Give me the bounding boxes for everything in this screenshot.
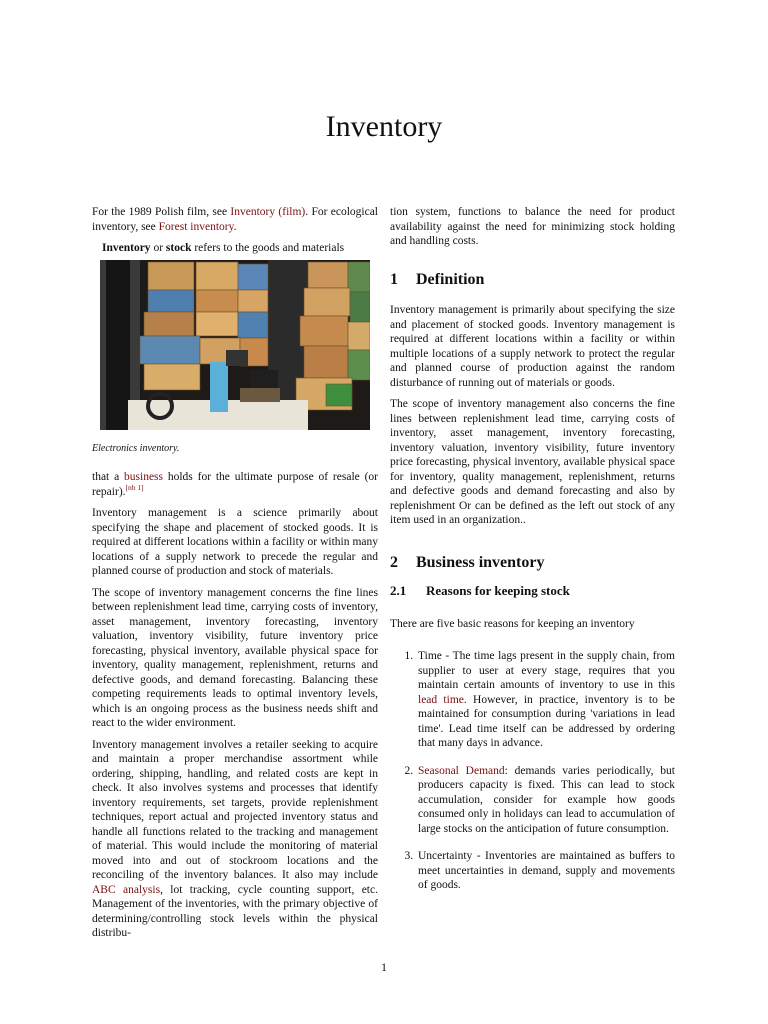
list-item: 2. Seasonal Demand: demands varies periodically, but producers capacity is fixed. This can lead to stock accumulation, consider for example how goods consumed only in holidays can lead to accumulation of large stocks on the anticipation of future consumption. [416, 764, 675, 837]
list-item: 3. Uncertainty - Inventories are maintained as buffers to meet uncertainties in demand, supply and movements of goods. [416, 849, 675, 893]
paragraph: Inventory management is primarily about specifying the size and placement of stocked goods. Inventory management is required at different locations within a facility or within multiple locations of a supply network to protect the regular and planned course of production against the random disturbance of running out of materials or goods. [390, 304, 675, 389]
list-item: 1. Time - The time lags present in the supply chain, from supplier to user at every stage, requires that you maintain certain amounts of inventory to use in this lead time. However, in practice, inventory is to be maintained for consumption during 'variations in lead time'. Lead time itself can be addressed by ordering that many days in advance. [416, 649, 675, 751]
page-number: 1 [381, 960, 387, 974]
paragraph: Inventory management is a science primarily about specifying the shape and placement of stocked goods. It is required at different locations within a facility or within many locations of a supply network to precede the regular and planned course of production and stock of materials. [92, 507, 378, 577]
reasons-list [390, 649, 675, 893]
link-abc-analysis[interactable]: ABC analysis [92, 883, 161, 896]
link-lead-time[interactable]: lead time [418, 693, 464, 706]
intro-continued: that a business holds for the ultimate purpose of resale (or repair).[nb 1] [92, 471, 378, 498]
link-business[interactable]: business [124, 471, 164, 483]
paragraph: tion system, functions to balance the need for product availability against the need for minimizing stock holding and handling costs. [390, 206, 675, 247]
section-heading-definition: 1 Definition [390, 270, 485, 288]
paragraph: The scope of inventory management also concerns the fine lines between replenishment lead time, carrying costs of inventory, asset management, inventory forecasting, inventory valuation, inventory visibility, future inventory price forecasting, physical inventory, available physical space for inventory, quality management, replenishment, returns and defective goods and demand forecasting and also by replenishment Or can be defined as the left out stock of any item used in an organization.. [390, 398, 675, 526]
stacked-boxes-photo [100, 260, 370, 430]
page-title: Inventory [325, 110, 443, 143]
hatnote: For the 1989 Polish film, see Inventory (film). For ecological inventory, see Forest inventory. [92, 206, 378, 233]
electronics-inventory-image [100, 260, 370, 430]
link-inventory-film[interactable]: Inventory (film) [230, 206, 306, 218]
figure-caption: Electronics inventory. [92, 442, 180, 454]
paragraph: Inventory management involves a retailer seeking to acquire and maintain a proper merchandise assortment while ordering, shipping, handling, and related costs are kept in check. It also involves systems and processes that identify inventory requirements, set targets, provide replenishment techniques, report actual and projected inventory status and handle all functions related to the tracking and management of material. This would include the monitoring of material moved into and out of stockroom locations and the reconciling of the inventory balances. It also may include ABC analysis, lot tracking, cycle counting support, etc. Management of the inventories, with the primary objective of determining/controlling stock levels within the physical distribu- [92, 738, 378, 939]
left-column [92, 205, 378, 948]
intro-line: Inventory or stock refers to the goods and materials [102, 242, 345, 254]
link-forest-inventory[interactable]: Forest inventory [158, 220, 234, 233]
footnote-nb1[interactable]: [nb 1] [125, 482, 144, 492]
right-column [390, 205, 675, 906]
subsection-heading-reasons: 2.1 Reasons for keeping stock [390, 583, 570, 598]
section-heading-business-inventory: 2 Business inventory [390, 553, 545, 571]
link-seasonal-demand[interactable]: Seasonal Demand [418, 764, 505, 777]
paragraph: The scope of inventory management concerns the fine lines between replenishment lead time, carrying costs of inventory, asset management, inventory forecasting, inventory valuation, inventory visibility, future inventory price forecasting, physical inventory, available physical space for inventory, quality management, replenishment, returns and defective goods, and demand forecasting. Balancing these competing requirements leads to optimal inventory levels, which is an ongoing process as the business needs shift and react to the wider environment. [92, 586, 378, 729]
paragraph: There are five basic reasons for keeping an inventory [390, 617, 635, 630]
